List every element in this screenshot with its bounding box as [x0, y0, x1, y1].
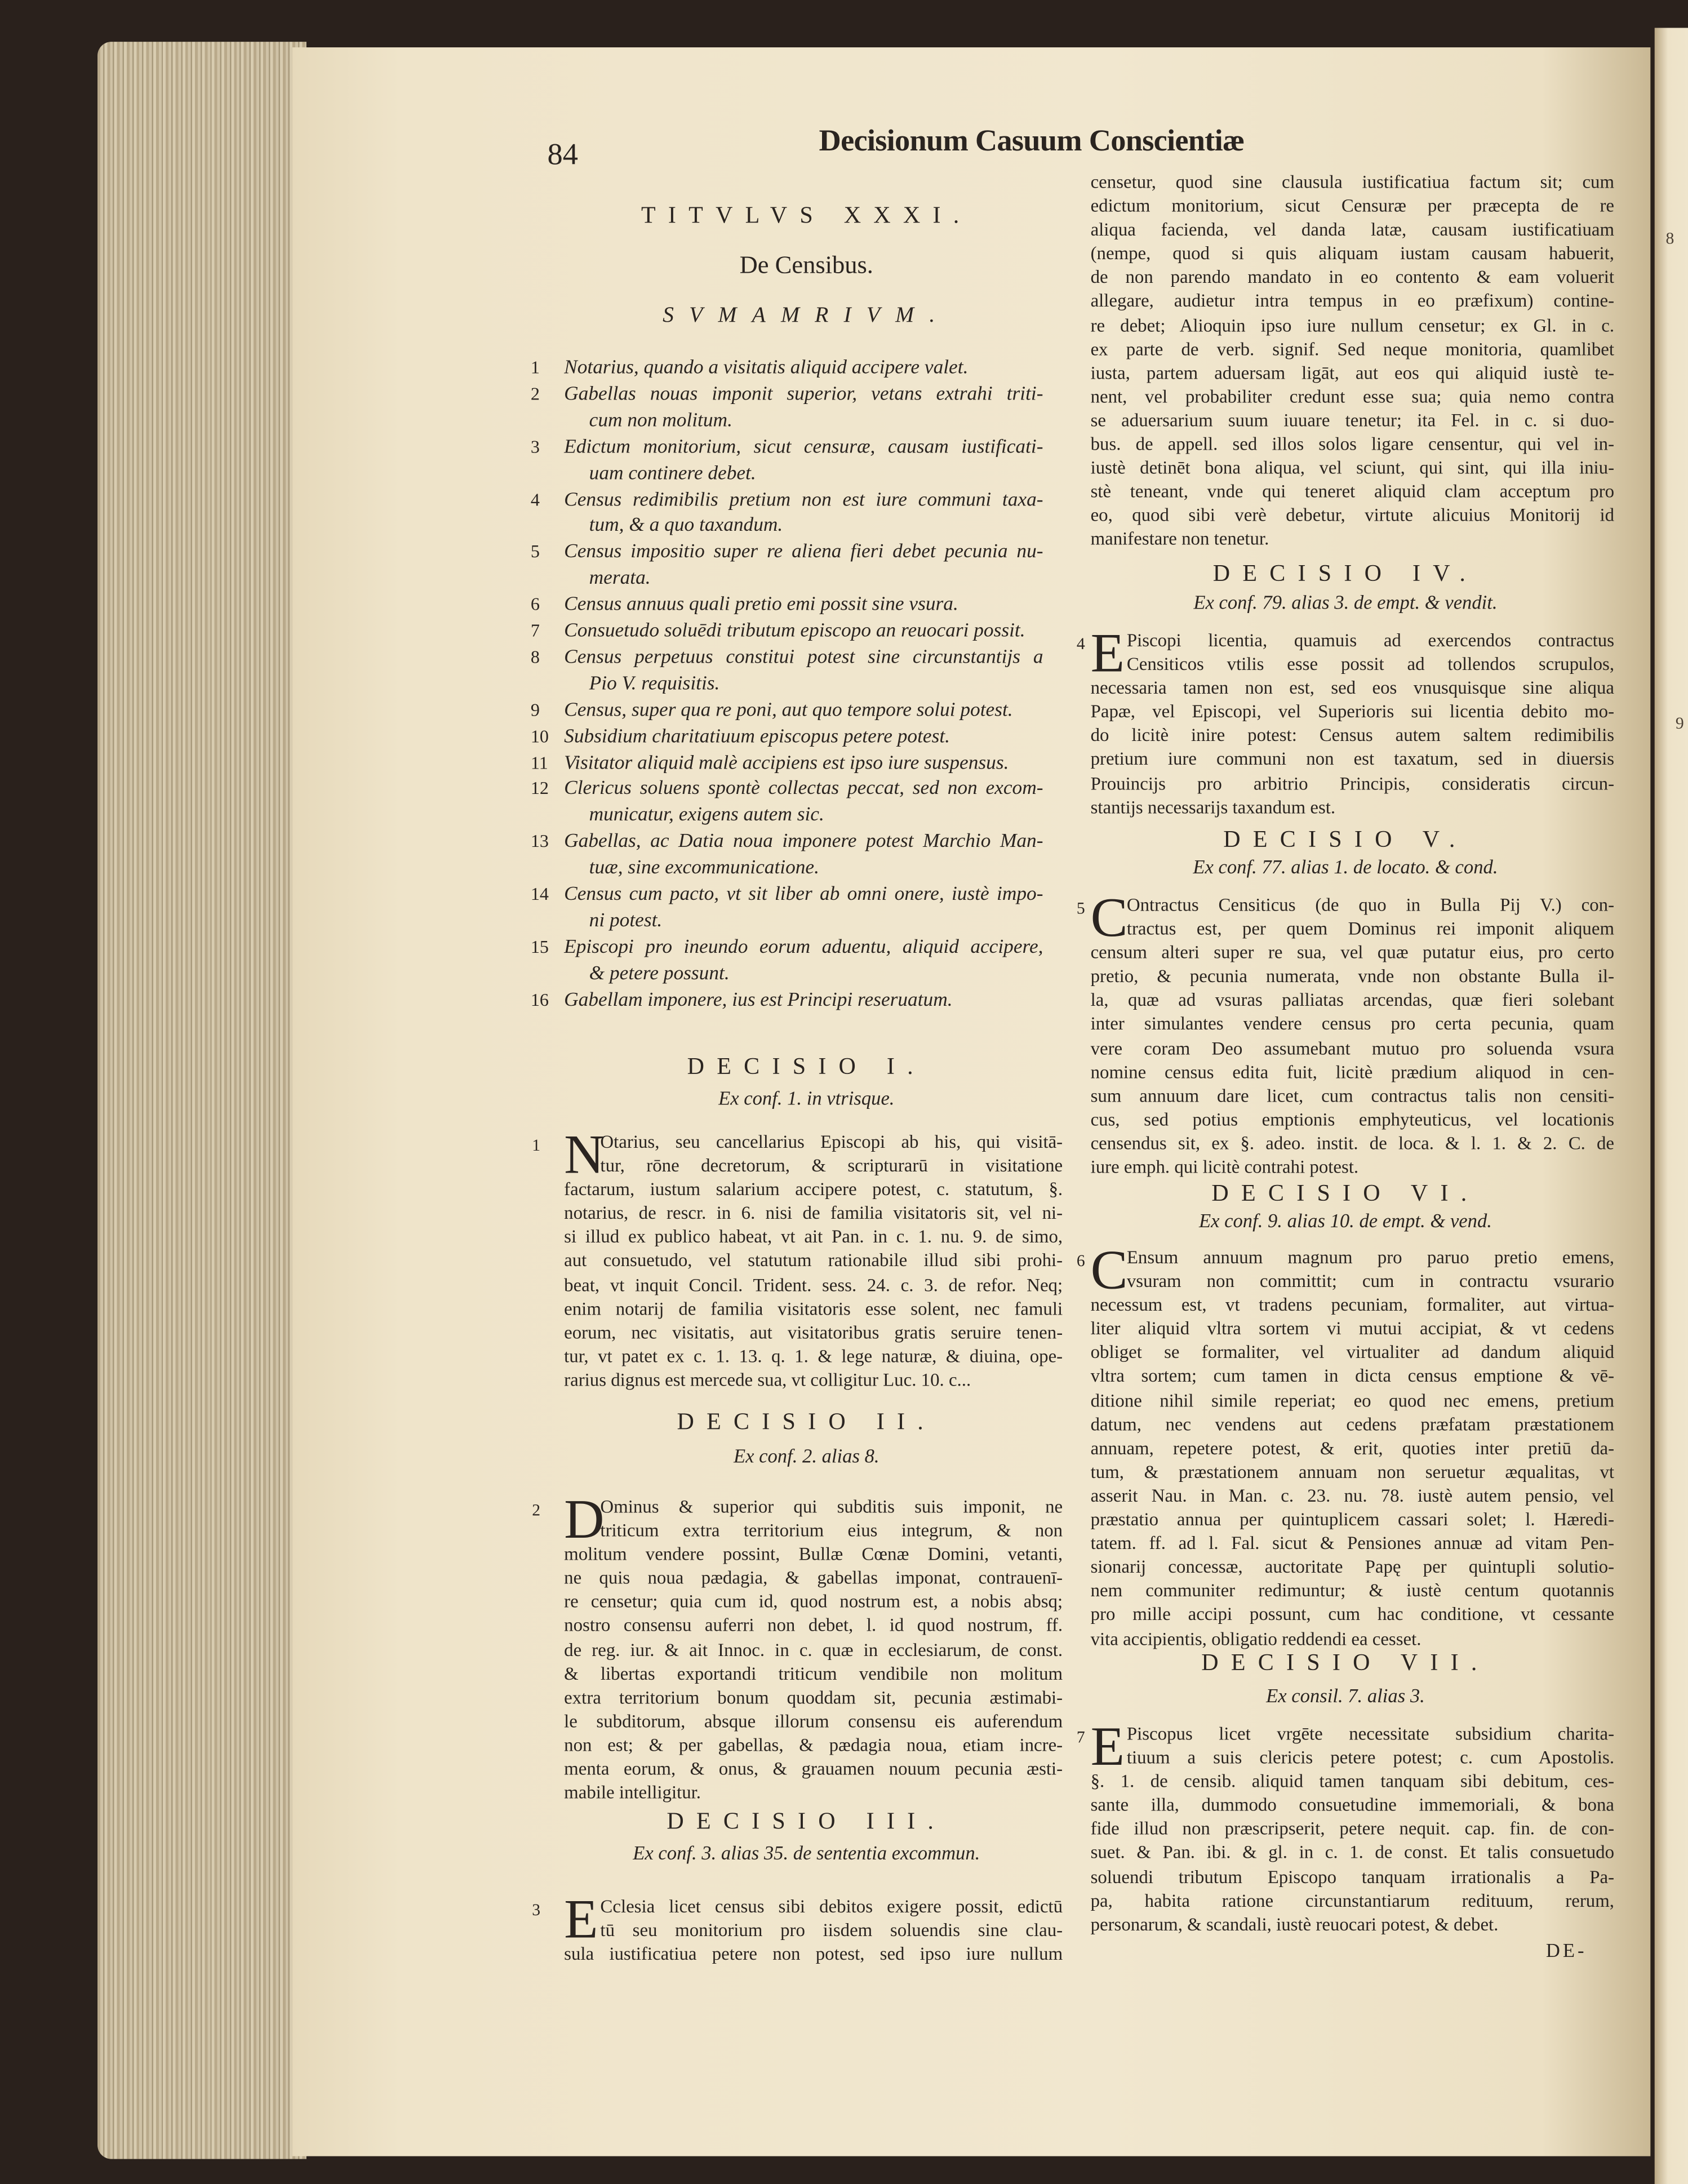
text-line: la, quæ ad vsuras palliatas arcendas, quæ fieri solebant — [1090, 989, 1615, 1011]
summary-item-line: tuæ, sine excommunicatione. — [589, 856, 819, 880]
margin-note-number: 3 — [532, 1899, 541, 1920]
decision-paragraph — [1076, 1238, 1615, 1650]
summary-item-number: 15 — [530, 935, 549, 957]
text-line: (nempe, quod si quis aliquam iustam causam habuerit, — [1090, 242, 1615, 264]
text-line: rarius dignus est mercede sua, vt colligitur Luc. 10. c... — [564, 1369, 971, 1390]
text-line: tiuum a suis clericis petere potest; c. cum Apostolis. — [1126, 1747, 1615, 1768]
decision-reference: Ex conf. 1. in vtrisque. — [718, 1089, 895, 1111]
decision-paragraph — [1091, 170, 1614, 551]
margin-note-number: 1 — [532, 1135, 541, 1155]
decision-paragraph — [532, 1887, 1063, 1966]
text-line: obliget se formaliter, vel virtualiter ad dandum aliquid — [1090, 1342, 1615, 1363]
summary-item — [530, 487, 1043, 539]
facing-page-margin-number: 9 — [1675, 713, 1684, 733]
summary-item-line: & petere possunt. — [589, 962, 730, 984]
decision-heading: DECISIO IV. — [1212, 560, 1478, 587]
text-line: aut consuetudo, vel statutum rationabile illud sibi prohi- — [564, 1250, 1063, 1271]
text-line: nomine census edita fuit, licitè prædium aliquod in cen- — [1090, 1060, 1615, 1082]
summary-item-line: Notarius, quando a visitatis aliquid accipere valet. — [564, 356, 969, 379]
summary-item-number: 4 — [530, 488, 540, 509]
summary-item — [530, 355, 1043, 381]
text-line: do licitè inire potest: Census autem saltem redimibilis — [1090, 725, 1615, 746]
text-line: sum annuum dare licet, cum contractus talis non censiti- — [1090, 1085, 1615, 1106]
summary-item-number: 11 — [530, 751, 548, 773]
summary-item-line: Edictum monitorium, sicut censuræ, causam iustificati- — [564, 435, 1043, 458]
text-line: bus. de appell. sed illos solos ligare censentur, qui vel in- — [1090, 433, 1615, 454]
text-line: Ensum annuum magnum pro paruo pretio emens, — [1126, 1246, 1615, 1268]
text-line: censetur, quod sine clausula iustificatiua factum sit; cum — [1090, 171, 1615, 193]
text-line: pretio, & pecunia numerata, vnde non obstante Bulla il- — [1090, 965, 1615, 987]
drop-cap-initial: C — [1090, 1238, 1128, 1301]
text-line: vere coram Deo assumebant mutuo pro soluenda vsura — [1090, 1037, 1615, 1058]
text-line: re censetur; quia cum id, quod nostrum est, a nobis absq; — [564, 1591, 1063, 1613]
decision-reference: Ex conf. 3. alias 35. de sententia excommun. — [633, 1844, 980, 1866]
decision-paragraph — [1076, 1715, 1615, 1936]
summary-item-number: 14 — [530, 883, 549, 904]
summary-item — [530, 434, 1043, 486]
text-line: de non parendo mandato in eo contento & eam voluerit — [1090, 267, 1615, 288]
text-line: suet. & Pan. ibi. & gl. in c. 1. de const. Et talis consuetudo — [1090, 1842, 1615, 1863]
text-line: personarum, & scandali, iustè reuocari potest, & debet. — [1090, 1913, 1499, 1934]
text-line: iure emph. qui licitè contrahi potest. — [1090, 1156, 1359, 1177]
text-line: soluendi tributum Episcopo tanquam irrationalis a Pa- — [1090, 1866, 1615, 1887]
summary-item — [530, 882, 1043, 934]
summary-item-line: Consuetudo soluēdi tributum episcopo an reuocari possit. — [564, 620, 1025, 642]
drop-cap-initial: N — [564, 1122, 605, 1186]
text-line: eorum, nec visitatis, aut visitatoribus gratis seruire tenen- — [564, 1321, 1063, 1343]
summary-item-line: Census, super qua re poni, aut quo tempore solui potest. — [564, 699, 1013, 721]
text-line: Censiticos vtilis esse possit ad tollendos scrupulos, — [1126, 653, 1615, 674]
text-line: Otarius, seu cancellarius Episcopi ab his, qui visitā- — [600, 1131, 1063, 1152]
page-number: 84 — [547, 136, 578, 172]
summary-item — [530, 723, 1043, 750]
decision-reference: Ex conf. 77. alias 1. de locato. & cond. — [1193, 858, 1498, 879]
decision-reference: Ex conf. 2. alias 8. — [733, 1447, 879, 1468]
text-line: præstatio annua per quintuplicem cassari solet; l. Hæredi- — [1090, 1508, 1615, 1530]
summary-heading: SVMAMRIVM. — [663, 303, 950, 327]
text-line: stantijs necessarijs taxandum est. — [1090, 796, 1336, 818]
text-line: le subditorum, absque illorum consensu eis auferendum — [564, 1710, 1063, 1732]
text-line: beat, vt inquit Concil. Trident. sess. 24. c. 3. de refor. Neq; — [564, 1273, 1063, 1295]
decision-heading: DECISIO VI. — [1211, 1179, 1480, 1206]
decision-reference: Ex conf. 79. alias 3. de empt. & vendit. — [1193, 593, 1498, 615]
text-line: menta eorum, & onus, & grauamen nouum pecunia æsti- — [564, 1757, 1063, 1779]
summary-item-number: 13 — [530, 830, 549, 851]
text-line: Cclesia licet census sibi debitos exigere possit, edictū — [600, 1896, 1063, 1917]
text-line: enim notarij de familia visitatoris esse solent, nec famuli — [564, 1298, 1063, 1319]
text-line: sante illa, dummodo consuetudine immemoriali, & bona — [1090, 1794, 1615, 1815]
summary-item-line: Census cum pacto, vt sit liber ab omni onere, iustè impo- — [564, 883, 1043, 905]
text-line: iustè detinēt bona aliqua, vel sciunt, qui sint, qui illa iniu- — [1090, 457, 1615, 478]
text-line: tum, & præstationem annuam non seruetur æqualitas, vt — [1090, 1461, 1615, 1482]
decision-heading: DECISIO VII. — [1201, 1649, 1490, 1676]
text-line: Ontractus Censiticus (de quo in Bulla Pij V.) con- — [1126, 894, 1615, 916]
drop-cap-initial: C — [1090, 886, 1128, 949]
text-line: Prouincijs pro arbitrio Principis, consideratis circun- — [1090, 772, 1615, 793]
text-line: si illud ex publico habeat, vt ait Pan. in c. 1. nu. 9. de simo, — [564, 1226, 1063, 1248]
text-line: vsuram non committit; cum in contractu vsurario — [1126, 1270, 1615, 1291]
text-line: asserit Nau. in Man. c. 23. nu. 78. iustè autem pensio, vel — [1090, 1484, 1615, 1506]
summary-item-line: Gabellas, ac Datia noua imponere potest Marchio Man- — [564, 830, 1043, 853]
text-line: manifestare non tenetur. — [1090, 528, 1269, 549]
text-line: de reg. iur. & ait Innoc. in c. quæ in ecclesiarum, de const. — [564, 1639, 1063, 1660]
summary-item — [530, 934, 1043, 987]
text-line: liter aliquid vltra sortem vi mutui accipiat, & vt cedens — [1090, 1318, 1615, 1339]
summary-item-line: Episcopi pro ineundo eorum aduentu, aliquid accipere, — [564, 935, 1043, 958]
summary-item-number: 8 — [530, 646, 540, 667]
text-line: tur, vt patet ex c. 1. 13. q. 1. & lege naturæ, & diuina, ope- — [564, 1345, 1063, 1366]
text-line: censendus sit, ex §. adeo. instit. de loca. & l. 1. & 2. C. de — [1090, 1132, 1615, 1153]
text-line: necessaria tamen non est, sed eos vnusquisque sine aliqua — [1090, 677, 1615, 698]
text-line: Piscopi licentia, quamuis ad exercendos contractus — [1126, 629, 1615, 651]
drop-cap-initial: E — [1090, 1715, 1125, 1778]
text-line: se aduersarium suum iuuare tenetur; ita Fel. in c. si duo- — [1090, 409, 1615, 430]
decision-heading: DECISIO I. — [687, 1053, 926, 1080]
text-line: ne quis noua pædagia, & gabellas imponat, contrauenī- — [564, 1567, 1063, 1588]
text-line: annuam, repetere potest, & erit, quoties inter pretiū da- — [1090, 1437, 1615, 1458]
decision-heading: DECISIO III. — [667, 1808, 947, 1835]
text-line: necessum est, vt tradens pecuniam, formaliter, aut virtua- — [1090, 1294, 1615, 1316]
text-line: factarum, iustum salarium accipere potest, c. statutum, §. — [564, 1178, 1063, 1200]
text-line: ditione nihil simile reperiat; eo quod nec emens, pretium — [1090, 1389, 1615, 1411]
text-line: fide illud non præscripserit, petere nequit. cap. fin. de con- — [1090, 1818, 1615, 1839]
summary-item-line: Census annuus quali pretio emi possit sine vsura. — [564, 593, 958, 616]
summary-item-line: merata. — [589, 567, 651, 590]
summary-item — [530, 750, 1043, 776]
text-line: Papæ, vel Episcopi, vel Superioris sui licentia debito mo- — [1090, 701, 1615, 722]
text-line: eo, quod sibi verè debetur, virtute alicuius Monitorij id — [1090, 504, 1615, 526]
summary-item — [530, 592, 1043, 619]
margin-note-number: 2 — [532, 1500, 541, 1520]
text-line: notarius, de rescr. in 6. nisi de familia visitatoris sit, vel ni- — [564, 1202, 1063, 1224]
drop-cap-initial: E — [1090, 621, 1125, 684]
summary-item-line: ni potest. — [589, 909, 663, 932]
margin-note-number: 7 — [1076, 1727, 1085, 1747]
decision-paragraph — [532, 1488, 1063, 1804]
summary-item-number: 1 — [530, 356, 540, 378]
summary-item — [530, 698, 1043, 724]
text-line: & libertas exportandi triticum vendibile non molitum — [564, 1662, 1063, 1684]
decision-reference: Ex conf. 9. alias 10. de empt. & vend. — [1198, 1211, 1492, 1233]
summary-item-line: Census impositio super re aliena fieri debet pecunia nu- — [564, 540, 1043, 563]
text-line: §. 1. de censib. aliquid tamen tanquam sibi debitum, ces- — [1090, 1770, 1615, 1792]
text-line: tatem. ff. ad l. Fal. sicut & Pensiones annuæ ad vitam Pen- — [1090, 1532, 1615, 1553]
decision-paragraph — [532, 1122, 1063, 1392]
text-line: triticum extra territorium eius integrum, & non — [600, 1520, 1063, 1541]
summary-item-number: 7 — [530, 620, 540, 641]
text-line: extra territorium bonum quoddam sit, pecunia æstimabi- — [564, 1686, 1063, 1708]
text-line: inter simulantes vendere census pro certa pecunia, quam — [1090, 1013, 1615, 1035]
page-fore-edge — [97, 42, 306, 2159]
text-line: vita accipientis, obligatio reddendi ea cesset. — [1090, 1627, 1422, 1649]
decision-heading: DECISIO V. — [1223, 825, 1468, 853]
margin-note-number: 4 — [1076, 633, 1085, 654]
summary-item-number: 9 — [530, 699, 540, 720]
drop-cap-initial: E — [564, 1887, 598, 1950]
decision-reference: Ex consil. 7. alias 3. — [1266, 1686, 1425, 1708]
text-line: ex parte de verb. signif. Sed neque monitoria, quamlibet — [1090, 338, 1615, 359]
text-line: nostro consensu auferri non debet, l. id quod nostrum, ff. — [564, 1615, 1063, 1636]
summary-item-number: 5 — [530, 540, 540, 562]
text-line: aliqua facienda, vel danda latæ, causam iustificatiuam — [1090, 219, 1615, 240]
summary-item-line: Census perpetuus constitui potest sine circunstantijs a — [564, 646, 1043, 669]
summary-item-number: 12 — [530, 778, 549, 799]
margin-note-number: 6 — [1076, 1250, 1085, 1271]
decision-heading: DECISIO II. — [677, 1408, 936, 1435]
summary-item-line: Subsidium charitatiuum episcopus petere potest. — [564, 725, 950, 748]
text-line: Piscopus licet vrgēte necessitate subsidium charita- — [1126, 1723, 1615, 1744]
text-line: nent, vel probabiliter credunt esse sua; quia nemo contra — [1090, 385, 1615, 407]
summary-item-line: Gabellas nouas imponit superior, vetans extrahi triti- — [564, 383, 1043, 406]
text-line: tractus est, per quem Dominus rei imponit aliquem — [1126, 918, 1615, 939]
text-line: allegare, audietur intra tempus in eo præfixum) contine- — [1090, 290, 1615, 312]
text-line: cus, sed potius emptionis emphyteuticus, vel locationis — [1090, 1108, 1615, 1130]
title-subtitle: De Censibus. — [739, 250, 873, 279]
drop-cap-initial: D — [564, 1488, 605, 1551]
facing-page-margin-number: 8 — [1665, 228, 1674, 248]
summary-item — [530, 381, 1043, 434]
summary-item-number: 6 — [530, 593, 540, 615]
text-line: datum, nec vendens aut cedens præfatam præstationem — [1090, 1413, 1615, 1435]
text-line: tū seu monitorium pro iisdem soluendis sine clau- — [600, 1919, 1063, 1941]
summary-item — [530, 987, 1043, 1014]
catchword: DE- — [1545, 1941, 1587, 1963]
text-line: non est; & per gabellas, & pædagia noua, etiam incre- — [564, 1734, 1063, 1755]
summary-item-number: 2 — [530, 383, 540, 404]
text-line: Ominus & superior qui subditis suis imponit, ne — [600, 1495, 1063, 1517]
text-line: censum alteri super re sua, vel quæ putatur eius, pro certo — [1090, 942, 1615, 963]
summary-item-line: Census redimibilis pretium non est iure communi taxa- — [564, 488, 1043, 511]
facing-page-edge — [1655, 28, 1688, 2184]
decision-paragraph — [1076, 886, 1615, 1179]
text-line: pa, habita ratione circunstantiarum redituum, rerum, — [1090, 1889, 1615, 1911]
summary-item-line: cum non molitum. — [589, 409, 732, 432]
summary-item-number: 3 — [530, 435, 540, 457]
text-line: sula iustificatiua petere non potest, sed ipso iure nullum — [564, 1943, 1063, 1964]
summary-item-line: Pio V. requisitis. — [589, 672, 720, 695]
text-line: pretium iure communi non est taxatum, sed in diuersis — [1090, 748, 1615, 770]
summary-item-number: 16 — [530, 988, 549, 1010]
summary-item-line: municatur, exigens autem sic. — [589, 804, 824, 827]
summary-item-line: Clericus soluens spontè collectas peccat, sed non excom- — [564, 778, 1043, 800]
text-line: stè teneant, vnde qui teneret aliquid clam acceptum pro — [1090, 481, 1615, 502]
summary-item-line: Visitator aliquid malè accipiens est ipso iure suspensus. — [564, 751, 1009, 774]
text-line: iusta, partem aduersam ligāt, aut eos qui aliquid iustè te- — [1090, 362, 1615, 383]
text-line: sionarij concessæ, auctoritate Papę per quintupli solutio- — [1090, 1556, 1615, 1577]
text-line: mabile intelligitur. — [564, 1781, 701, 1803]
summary-item — [530, 645, 1043, 697]
title-heading: TITVLVS XXXI. — [641, 202, 972, 229]
summary-item — [530, 776, 1043, 829]
summary-item — [530, 539, 1043, 592]
margin-note-number: 5 — [1076, 898, 1085, 918]
summary-item-line: uam continere debet. — [589, 461, 756, 485]
text-line: edictum monitorium, sicut Censuræ per præcepta de re — [1090, 195, 1615, 216]
text-line: molitum vendere possint, Bullæ Cœnæ Domini, vetanti, — [564, 1543, 1063, 1565]
running-title: Decisionum Casuum Conscientiæ — [819, 122, 1245, 158]
text-line: nem communiter redimuntur; & iustè centum quotannis — [1090, 1580, 1615, 1601]
summary-item-line: tum, & a quo taxandum. — [589, 514, 783, 537]
summary-item-number: 10 — [530, 725, 549, 746]
summary-item — [530, 619, 1043, 645]
summary-item-line: Gabellam imponere, ius est Principi reseruatum. — [564, 988, 953, 1011]
summary-item — [530, 829, 1043, 881]
decision-paragraph — [1076, 621, 1615, 819]
text-line: tur, rōne decretorum, & scripturarū in visitatione — [600, 1155, 1063, 1176]
text-line: re debet; Alioquin ipso iure nullum censetur; ex Gl. in c. — [1090, 314, 1615, 335]
text-line: vltra sortem; cum tamen in dicta census emptione & vē- — [1090, 1365, 1615, 1387]
text-line: pro mille accipi possunt, cum hac conditione, vt cessante — [1090, 1604, 1615, 1625]
